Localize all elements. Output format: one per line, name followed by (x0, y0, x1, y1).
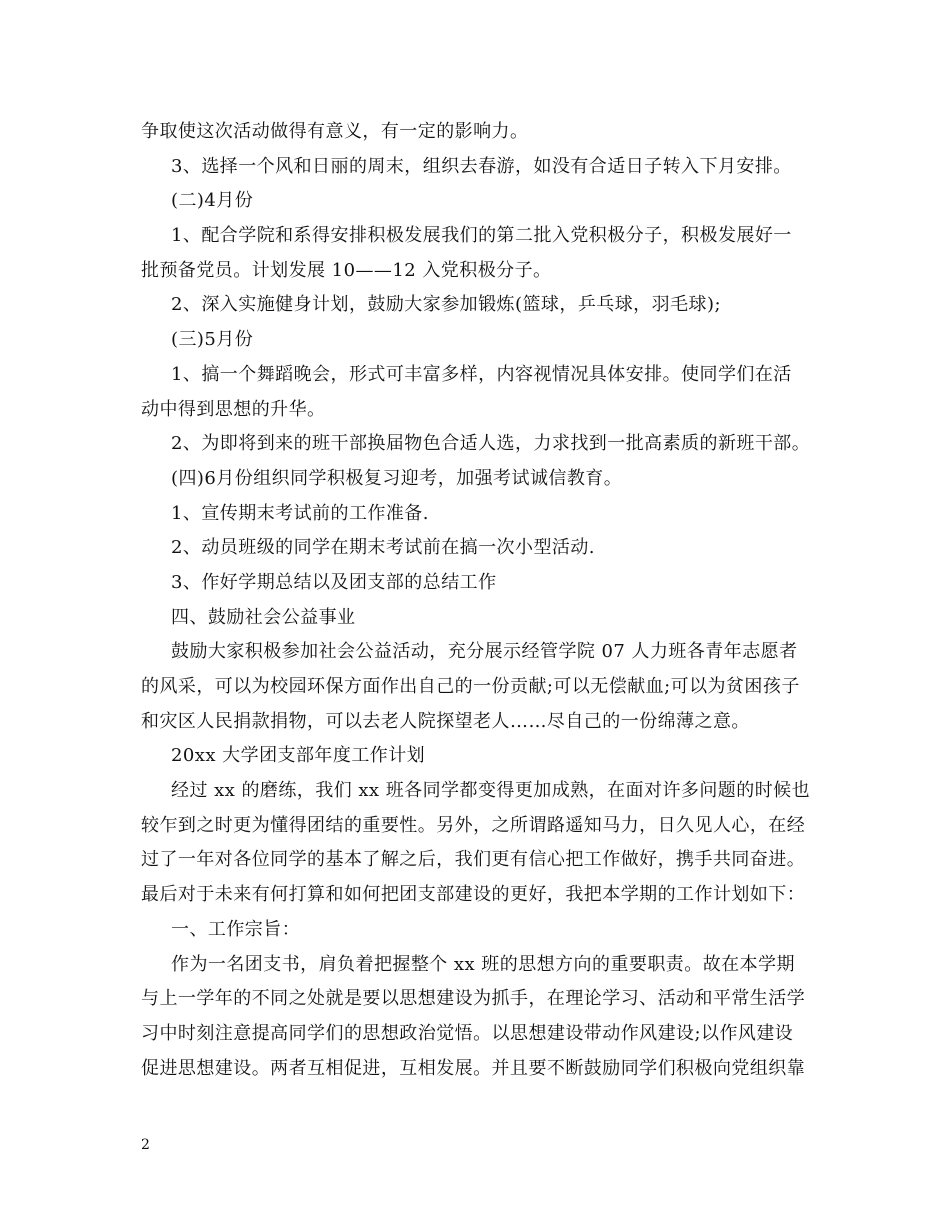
text-line: 促进思想建设。两者互相促进，互相发展。并且要不断鼓励同学们积极向党组织靠 (141, 1057, 806, 1079)
text-line: 1、配合学院和系得安排积极发展我们的第二批入党积极分子，积极发展好一 (171, 225, 792, 247)
document-title: 20xx 大学团支部年度工作计划 (171, 745, 426, 767)
page-number: 2 (141, 1137, 150, 1153)
text-line: 争取使这次活动做得有意义，有一定的影响力。 (141, 121, 529, 142)
text-line: 3、作好学期总结以及团支部的总结工作 (171, 571, 497, 593)
text-line: 较乍到之时更为懂得团结的重要性。另外，之所谓路遥知马力，日久见人心，在经 (141, 814, 806, 836)
text-line: 鼓励大家积极参加社会公益活动，充分展示经管学院 07 人力班各青年志愿者 (171, 641, 798, 663)
text-line: 习中时刻注意提高同学们的思想政治觉悟。以思想建设带动作风建设;以作风建设 (141, 1022, 794, 1044)
section-heading: (三)5月份 (171, 329, 254, 351)
text-line: 和灾区人民捐款捐物，可以去老人院探望老人……尽自己的一份绵薄之意。 (141, 710, 750, 732)
text-line: 2、深入实施健身计划，鼓励大家参加锻炼(篮球，乒乓球，羽毛球); (171, 294, 721, 316)
text-line: 的风采，可以为校园环保方面作出自己的一份贡献;可以无偿献血;可以为贫困孩子 (141, 676, 800, 697)
section-heading: (二)4月份 (171, 190, 254, 212)
section-heading: 一、工作宗旨： (171, 918, 301, 940)
text-line: 3、选择一个风和日丽的周末，组织去春游，如没有合适日子转入下月安排。 (171, 155, 792, 177)
text-line: 最后对于未来有何打算和如何把团支部建设的更好，我把本学期的工作计划如下： (141, 884, 806, 906)
text-line: 作为一名团支书，肩负着把握整个 xx 班的思想方向的重要职责。故在本学期 (171, 953, 795, 975)
section-heading: (四)6月份组织同学积极复习迎考，加强考试诚信教育。 (171, 467, 623, 489)
text-line: 1、搞一个舞蹈晚会，形式可丰富多样，内容视情况具体安排。使同学们在活 (171, 363, 792, 385)
section-heading: 四、鼓励社会公益事业 (171, 606, 356, 628)
text-line: 2、动员班级的同学在期末考试前在搞一次小型活动. (171, 537, 595, 559)
document-body (141, 115, 813, 1086)
text-line: 批预备党员。计划发展 10——12 入党积极分子。 (141, 259, 552, 281)
text-line: 经过 xx 的磨练，我们 xx 班各同学都变得更加成熟，在面对许多问题的时候也 (171, 780, 811, 802)
text-line: 1、宣传期末考试前的工作准备. (171, 502, 429, 524)
text-line: 与上一学年的不同之处就是要以思想建设为抓手，在理论学习、活动和平常生活学 (141, 988, 806, 1010)
text-line: 动中得到思想的升华。 (141, 398, 326, 420)
text-line: 过了一年对各位同学的基本了解之后，我们更有信心把工作做好，携手共同奋进。 (141, 849, 806, 871)
text-line: 2、为即将到来的班干部换届物色合适人选，力求找到一批高素质的新班干部。 (171, 433, 811, 455)
